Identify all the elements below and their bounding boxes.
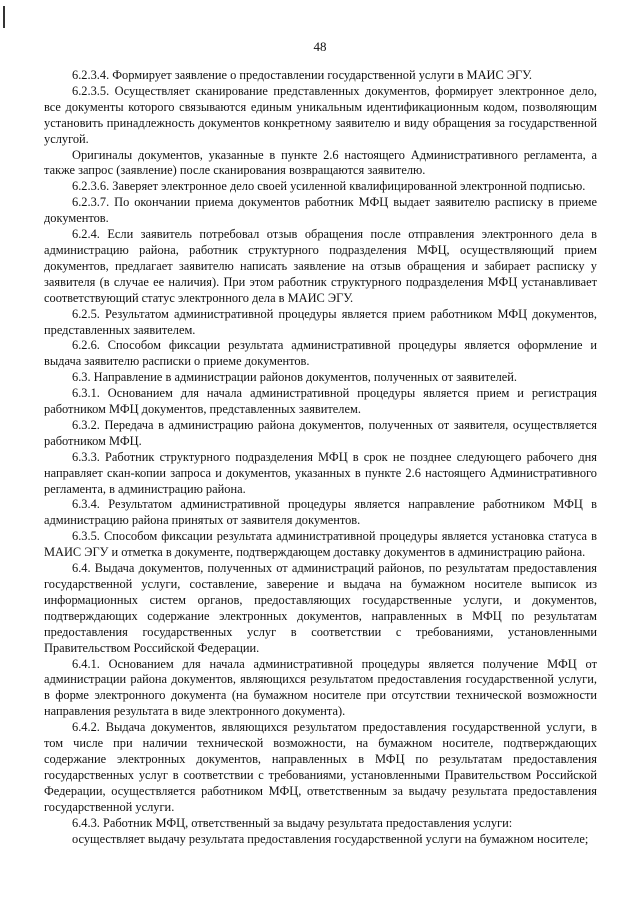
paragraph: 6.4. Выдача документов, полученных от администраций районов, по результатам предоставления государственной услуги, составление, заверение и выдача на бумажном носителе выписок из информационных систем органов, предоставляющих государственные услуги, и документов, подтверждающих содержание электронных документов, направленных в МФЦ по результатам предоставления государственных услуг в соответствии с требованиями, установленными Правительством Российской Федерации. bbox=[44, 561, 597, 655]
paragraph: осуществляет выдачу результата предоставления государственной услуги на бумажном носителе; bbox=[72, 831, 589, 846]
document-body bbox=[44, 68, 597, 847]
paragraph: 6.3.1. Основанием для начала административной процедуры является прием и регистрация работником МФЦ документов, представленных заявителем. bbox=[44, 386, 597, 417]
paragraph: 6.2.5. Результатом административной процедуры является прием работником МФЦ документов, представленных заявителем. bbox=[44, 306, 597, 337]
paragraph: Оригиналы документов, указанные в пункте 2.6 настоящего Административного регламента, а также запрос (заявление) после сканирования возвращаются заявителю. bbox=[44, 147, 597, 178]
paragraph: 6.4.1. Основанием для начала административной процедуры является получение МФЦ от администрации района документов, являющихся результатом предоставления государственной услуги, в форме электронного документа (на бумажном носителе при отсутствии технической возможности направления результата в виде электронного документа). bbox=[44, 656, 597, 719]
paragraph: 6.3.2. Передача в администрацию района документов, полученных от заявителя, осуществляется работником МФЦ. bbox=[44, 417, 597, 448]
page-number: 48 bbox=[313, 39, 327, 54]
paragraph: 6.2.4. Если заявитель потребовал отзыв обращения после отправления электронного дела в администрацию района, работник структурного подразделения МФЦ, осуществляющий прием документов, предлагает заявителю написать заявление на отзыв обращения и забирает расписку у заявителя (в случае ее наличия). При этом работник структурного подразделения МФЦ устанавливает соответствующий статус электронного дела в МАИС ЭГУ. bbox=[44, 227, 597, 305]
paragraph: 6.4.3. Работник МФЦ, ответственный за выдачу результата предоставления услуги: bbox=[72, 815, 513, 830]
paragraph: 6.3.5. Способом фиксации результата административной процедуры является установка статуса в МАИС ЭГУ и отметка в документе, подтверждающем доставку документов в администрацию района. bbox=[44, 529, 597, 560]
paragraph: 6.2.3.6. Заверяет электронное дело своей усиленной квалифицированной электронной подписью. bbox=[72, 179, 586, 194]
paragraph: 6.2.6. Способом фиксации результата административной процедуры является оформление и выдача заявителю расписки о приеме документов. bbox=[44, 338, 597, 369]
paragraph: 6.3. Направление в администрации районов документов, полученных от заявителей. bbox=[72, 370, 517, 385]
paragraph: 6.3.3. Работник структурного подразделения МФЦ в срок не позднее следующего рабочего дня направляет скан-копии запроса и документов, указанных в пункте 2.6 настоящего Административного регламента, в администрацию района. bbox=[44, 449, 597, 496]
scan-margin-mark bbox=[3, 6, 5, 28]
paragraph: 6.2.3.7. По окончании приема документов работник МФЦ выдает заявителю расписку в приеме документов. bbox=[44, 195, 597, 226]
paragraph: 6.3.4. Результатом административной процедуры является направление работником МФЦ в администрацию района принятых от заявителя документов. bbox=[44, 497, 597, 528]
paragraph: 6.4.2. Выдача документов, являющихся результатом предоставления государственной услуги, в том числе при наличии технической возможности, на бумажном носителе, подтверждающих содержание электронных документов, направленных в МФЦ по результатам предоставления государственных услуг в соответствии с требованиями, установленными Правительством Российской Федерации, осуществляется работником МФЦ, ответственным за выдачу результата предоставления государственной услуги. bbox=[44, 720, 597, 814]
paragraph: 6.2.3.4. Формирует заявление о предоставлении государственной услуги в МАИС ЭГУ. bbox=[72, 68, 533, 82]
paragraph: 6.2.3.5. Осуществляет сканирование представленных документов, формирует электронное дело, все документы которого связываются единым уникальным идентификационным кодом, позволяющим установить принадлежность документов конкретному заявителю и виду обращения за государственной услугой. bbox=[44, 83, 597, 146]
